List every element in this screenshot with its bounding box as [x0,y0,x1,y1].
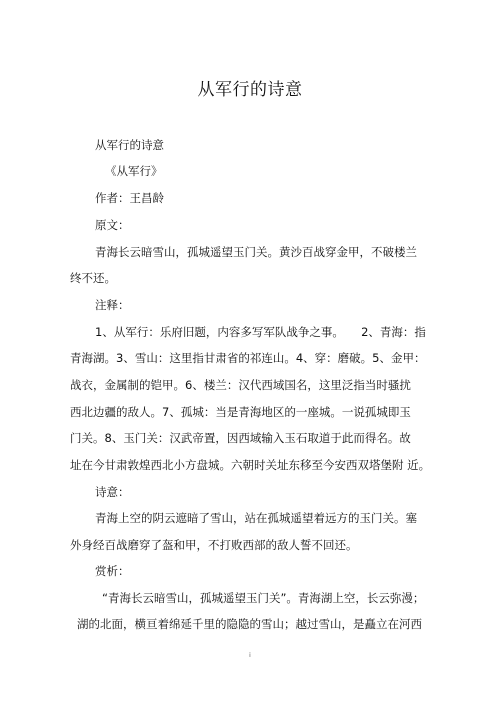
notes-heading: 注释： [95,298,130,312]
appreciation-text-line: “青海长云暗雪山，孤城遥望玉门关”。青海湖上空，长云弥漫； [102,591,425,605]
notes-text-line: 战衣，金属制的铠甲。6、楼兰：汉代西域国名，这里泛指当时骚扰 [70,378,411,392]
poem-title-line: 《从军行》 [105,164,163,178]
subtitle-line: 从军行的诗意 [95,138,164,152]
notes-text-line: 1、从军行：乐府旧题，内容多写军队战争之事。 2、青海：指 [95,325,426,339]
meaning-text-line: 青海上空的阴云遮暗了雪山，站在孤城遥望着远方的玉门关。塞 [95,511,417,525]
original-text-line: 终不还。 [70,271,116,285]
meaning-text-line: 外身经百战磨穿了盔和甲，不打败西部的敌人誓不回还。 [70,538,358,552]
original-heading: 原文： [95,218,130,232]
appreciation-heading: 赏析： [95,564,130,578]
appreciation-text-line: 湖的北面，横亘着绵延千里的隐隐的雪山；越过雪山，是矗立在河西 [77,617,422,631]
notes-text-line: 西北边疆的敌人。7、孤城：当是青海地区的一座城。一说孤城即玉 [70,405,411,419]
notes-text-line: 门关。8、玉门关：汉武帝置，因西域输入玉石取道于此而得名。故 [70,431,411,445]
original-text-line: 青海长云暗雪山，孤城遥望玉门关。黄沙百战穿金甲，不破楼兰 [95,245,417,259]
page-title: 从军行的诗意 [197,80,303,100]
notes-text-line: 青海湖。3、雪山：这里指甘肃省的祁连山。4、穿：磨破。5、金甲： [70,351,426,365]
page-number: i [249,652,251,659]
meaning-heading: 诗意： [95,485,130,499]
notes-text-line: 址在今甘肃敦煌西北小方盘城。六朝时关址东移至今安西双塔堡附 近。 [70,458,431,472]
author-line: 作者：王昌龄 [95,191,164,205]
